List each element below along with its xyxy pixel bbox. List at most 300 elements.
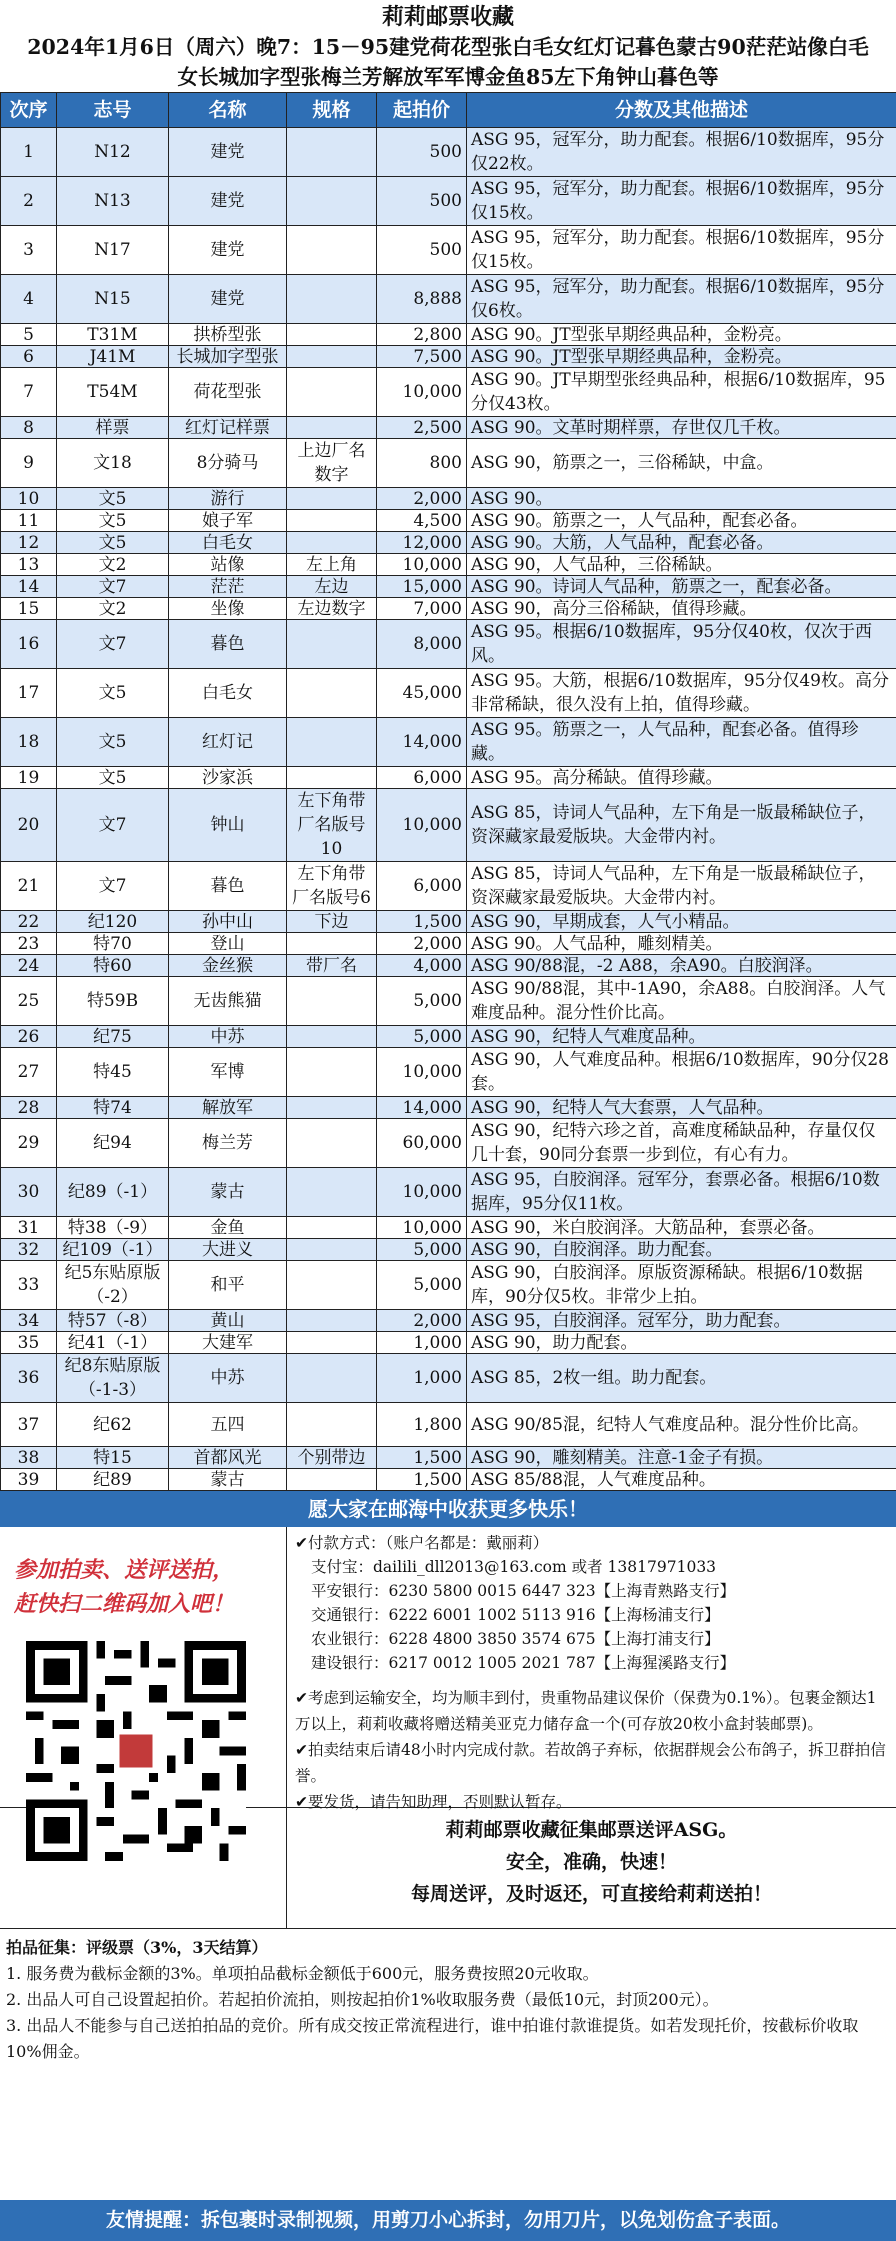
lot-number: 37 bbox=[1, 1403, 57, 1447]
lot-description: ASG 95。高分稀缺。值得珍藏。 bbox=[467, 767, 896, 789]
lot-number: 1 bbox=[1, 128, 57, 177]
lot-description: ASG 90/88混，其中-1A90，余A88。白胶润泽。人气难度品种。混分性价比高。 bbox=[467, 977, 896, 1026]
lot-price: 8,000 bbox=[377, 620, 467, 669]
lot-code: 文5 bbox=[57, 767, 169, 789]
lot-spec bbox=[287, 346, 377, 368]
lot-price: 4,000 bbox=[377, 955, 467, 977]
lot-spec bbox=[287, 1354, 377, 1403]
lot-price: 14,000 bbox=[377, 718, 467, 767]
lot-number: 6 bbox=[1, 346, 57, 368]
table-row bbox=[1, 1310, 896, 1332]
lot-description: ASG 90，人气难度品种。根据6/10数据库，90分仅28套。 bbox=[467, 1048, 896, 1097]
lot-spec bbox=[287, 977, 377, 1026]
bank-account[interactable]: 建设银行：6217 0012 1005 2021 787【上海猩溪路支行】 bbox=[311, 1654, 736, 1672]
lot-price: 5,000 bbox=[377, 977, 467, 1026]
lot-spec bbox=[287, 1217, 377, 1239]
lot-number: 11 bbox=[1, 510, 57, 532]
lot-description: ASG 90，纪特人气大套票，人气品种。 bbox=[467, 1097, 896, 1119]
lot-code: 文5 bbox=[57, 669, 169, 718]
storage-note: ✔要发货，请告知助理，否则默认暂存。 bbox=[295, 1793, 572, 1811]
lot-spec bbox=[287, 275, 377, 324]
lot-description: ASG 90，早期成套，人气小精品。 bbox=[467, 911, 896, 933]
lot-name: 钟山 bbox=[169, 789, 287, 862]
table-row bbox=[1, 226, 896, 275]
lot-code: 文5 bbox=[57, 488, 169, 510]
lot-spec: 左边数字 bbox=[287, 598, 377, 620]
lot-spec bbox=[287, 1310, 377, 1332]
table-row bbox=[1, 128, 896, 177]
collect-line-2: 安全，准确，快速！ bbox=[505, 1851, 677, 1873]
lot-spec bbox=[287, 1469, 377, 1491]
lot-spec bbox=[287, 488, 377, 510]
lot-number: 7 bbox=[1, 368, 57, 417]
payment-note: ✔拍卖结束后请48小时内完成付款。若故鸽子弃标，依据群规会公布鸽子，拆卫群拍信誉。 bbox=[295, 1741, 886, 1785]
collect-text bbox=[287, 1808, 896, 1928]
table-row bbox=[1, 275, 896, 324]
lot-spec: 带厂名 bbox=[287, 955, 377, 977]
lot-name: 拱桥型张 bbox=[169, 324, 287, 346]
lot-price: 60,000 bbox=[377, 1119, 467, 1168]
table-row bbox=[1, 576, 896, 598]
table-row bbox=[1, 1403, 896, 1447]
col-header-price: 起拍价 bbox=[377, 93, 467, 128]
table-row bbox=[1, 1354, 896, 1403]
lot-name: 大建军 bbox=[169, 1332, 287, 1354]
lot-number: 10 bbox=[1, 488, 57, 510]
lot-price: 6,000 bbox=[377, 767, 467, 789]
lot-price: 500 bbox=[377, 177, 467, 226]
lot-spec bbox=[287, 417, 377, 439]
table-row bbox=[1, 488, 896, 510]
lot-number: 23 bbox=[1, 933, 57, 955]
table-row bbox=[1, 598, 896, 620]
lot-code: N12 bbox=[57, 128, 169, 177]
lot-description: ASG 90，助力配套。 bbox=[467, 1332, 896, 1354]
lot-code: 文7 bbox=[57, 576, 169, 598]
lot-name: 黄山 bbox=[169, 1310, 287, 1332]
lot-name: 登山 bbox=[169, 933, 287, 955]
collect-line-3: 每周送评，及时返还，可直接给莉莉送拍！ bbox=[410, 1883, 772, 1905]
lot-name: 建党 bbox=[169, 177, 287, 226]
title-line-1: 莉莉邮票收藏 bbox=[381, 4, 514, 30]
lot-price: 7,500 bbox=[377, 346, 467, 368]
lots-body bbox=[1, 128, 896, 1491]
lot-code: 文2 bbox=[57, 554, 169, 576]
lot-code: N13 bbox=[57, 177, 169, 226]
lot-price: 1,000 bbox=[377, 1354, 467, 1403]
table-row bbox=[1, 1239, 896, 1261]
table-row bbox=[1, 510, 896, 532]
lot-number: 32 bbox=[1, 1239, 57, 1261]
table-row bbox=[1, 1261, 896, 1310]
lot-description: ASG 95，冠军分，助力配套。根据6/10数据库，95分仅15枚。 bbox=[467, 177, 896, 226]
lot-description: ASG 90。 bbox=[467, 488, 896, 510]
table-row bbox=[1, 1217, 896, 1239]
lot-number: 9 bbox=[1, 439, 57, 488]
lot-name: 娘子军 bbox=[169, 510, 287, 532]
lot-number: 4 bbox=[1, 275, 57, 324]
col-header-no: 次序 bbox=[1, 93, 57, 128]
bank-account[interactable]: 平安银行：6230 5800 0015 6447 323【上海青熟路支行】 bbox=[311, 1582, 736, 1600]
lot-number: 18 bbox=[1, 718, 57, 767]
lot-code: 特70 bbox=[57, 933, 169, 955]
lot-description: ASG 95，冠军分，助力配套。根据6/10数据库，95分仅22枚。 bbox=[467, 128, 896, 177]
lot-name: 建党 bbox=[169, 226, 287, 275]
lot-description: ASG 90/85混，纪特人气难度品种。混分性价比高。 bbox=[467, 1403, 896, 1447]
table-row bbox=[1, 977, 896, 1026]
lot-price: 500 bbox=[377, 226, 467, 275]
lot-name: 大进义 bbox=[169, 1239, 287, 1261]
table-row bbox=[1, 417, 896, 439]
table-row bbox=[1, 554, 896, 576]
table-row bbox=[1, 669, 896, 718]
lot-price: 2,800 bbox=[377, 324, 467, 346]
table-row bbox=[1, 911, 896, 933]
lot-name: 解放军 bbox=[169, 1097, 287, 1119]
lot-code: 特45 bbox=[57, 1048, 169, 1097]
lot-number: 16 bbox=[1, 620, 57, 669]
alipay-account[interactable]: 支付宝：dailili_dll2013@163.com 或者 13817971033 bbox=[311, 1558, 717, 1576]
lot-code: 纪120 bbox=[57, 911, 169, 933]
lot-description: ASG 90，纪特六珍之首，高难度稀缺品种，存量仅仅几十套，90同分套票一步到位，有心有力。 bbox=[467, 1119, 896, 1168]
lot-price: 15,000 bbox=[377, 576, 467, 598]
table-row bbox=[1, 368, 896, 417]
payment-panel bbox=[287, 1527, 896, 1811]
lot-description: ASG 90。文革时期样票，存世仅几千枚。 bbox=[467, 417, 896, 439]
lot-name: 坐像 bbox=[169, 598, 287, 620]
lot-spec bbox=[287, 1261, 377, 1310]
lot-name: 长城加字型张 bbox=[169, 346, 287, 368]
lot-name: 军博 bbox=[169, 1048, 287, 1097]
lot-spec: 左下角带厂名版号6 bbox=[287, 862, 377, 911]
lot-code: 文5 bbox=[57, 510, 169, 532]
lot-spec bbox=[287, 1403, 377, 1447]
table-row bbox=[1, 1469, 896, 1491]
lot-description: ASG 90。筋票之一，人气品种，配套必备。 bbox=[467, 510, 896, 532]
table-row bbox=[1, 933, 896, 955]
lot-name: 中苏 bbox=[169, 1354, 287, 1403]
lot-description: ASG 85，诗词人气品种，左下角是一版最稀缺位子，资深藏家最爱版块。大金带内衬。 bbox=[467, 789, 896, 862]
lot-code: N15 bbox=[57, 275, 169, 324]
lot-price: 4,500 bbox=[377, 510, 467, 532]
lot-price: 2,500 bbox=[377, 417, 467, 439]
lot-number: 5 bbox=[1, 324, 57, 346]
lot-code: T31M bbox=[57, 324, 169, 346]
lot-name: 梅兰芳 bbox=[169, 1119, 287, 1168]
table-row bbox=[1, 862, 896, 911]
lot-code: 特74 bbox=[57, 1097, 169, 1119]
lot-spec bbox=[287, 1239, 377, 1261]
lot-price: 10,000 bbox=[377, 1048, 467, 1097]
lot-price: 6,000 bbox=[377, 862, 467, 911]
lot-code: 文2 bbox=[57, 598, 169, 620]
lot-name: 无齿熊猫 bbox=[169, 977, 287, 1026]
lot-code: 文18 bbox=[57, 439, 169, 488]
lot-code: 纪89 bbox=[57, 1469, 169, 1491]
lot-price: 5,000 bbox=[377, 1026, 467, 1048]
rules-section bbox=[0, 1929, 896, 2071]
lot-code: 纪41（-1） bbox=[57, 1332, 169, 1354]
title-line-2: 2024年1月6日（周六）晚7：15－95建党荷花型张白毛女红灯记暮色蒙古90茫茫站像白毛 bbox=[27, 35, 869, 59]
table-row bbox=[1, 718, 896, 767]
lot-number: 39 bbox=[1, 1469, 57, 1491]
lot-spec bbox=[287, 368, 377, 417]
lot-number: 27 bbox=[1, 1048, 57, 1097]
lot-description: ASG 95。大筋，根据6/10数据库，95分仅49枚。高分非常稀缺，很久没有上拍，值得珍藏。 bbox=[467, 669, 896, 718]
col-header-code: 志号 bbox=[57, 93, 169, 128]
lot-number: 24 bbox=[1, 955, 57, 977]
table-row bbox=[1, 789, 896, 862]
lot-name: 蒙古 bbox=[169, 1168, 287, 1217]
lot-number: 19 bbox=[1, 767, 57, 789]
lot-code: N17 bbox=[57, 226, 169, 275]
table-row bbox=[1, 1332, 896, 1354]
lot-price: 1,800 bbox=[377, 1403, 467, 1447]
lot-name: 中苏 bbox=[169, 1026, 287, 1048]
lot-description: ASG 90。人气品种，雕刻精美。 bbox=[467, 933, 896, 955]
lot-description: ASG 90。JT型张早期经典品种，金粉亮。 bbox=[467, 346, 896, 368]
lot-description: ASG 90。大筋，人气品种，配套必备。 bbox=[467, 532, 896, 554]
lot-description: ASG 90。诗词人气品种，筋票之一，配套必备。 bbox=[467, 576, 896, 598]
lot-spec bbox=[287, 620, 377, 669]
lot-spec bbox=[287, 226, 377, 275]
lot-spec: 上边厂名数字 bbox=[287, 439, 377, 488]
lot-price: 2,000 bbox=[377, 933, 467, 955]
lot-price: 7,000 bbox=[377, 598, 467, 620]
lot-spec: 左下角带厂名版号10 bbox=[287, 789, 377, 862]
table-row bbox=[1, 439, 896, 488]
lot-description: ASG 90/88混，-2 A88，余A90。白胶润泽。 bbox=[467, 955, 896, 977]
lot-number: 12 bbox=[1, 532, 57, 554]
lot-code: 特38（-9） bbox=[57, 1217, 169, 1239]
lot-number: 2 bbox=[1, 177, 57, 226]
lot-price: 1,000 bbox=[377, 1332, 467, 1354]
lot-spec: 左边 bbox=[287, 576, 377, 598]
lot-price: 1,500 bbox=[377, 1469, 467, 1491]
lot-price: 2,000 bbox=[377, 1310, 467, 1332]
lot-price: 500 bbox=[377, 128, 467, 177]
lot-spec bbox=[287, 177, 377, 226]
lot-spec bbox=[287, 767, 377, 789]
lot-number: 26 bbox=[1, 1026, 57, 1048]
lot-number: 36 bbox=[1, 1354, 57, 1403]
lot-description: ASG 90，白胶润泽。原版资源稀缺。根据6/10数据库，90分仅5枚。非常少上拍。 bbox=[467, 1261, 896, 1310]
table-row bbox=[1, 767, 896, 789]
table-row bbox=[1, 1168, 896, 1217]
lot-price: 1,500 bbox=[377, 911, 467, 933]
lot-name: 茫茫 bbox=[169, 576, 287, 598]
lot-description: ASG 95，白胶润泽。冠军分，套票必备。根据6/10数据库，95分仅11枚。 bbox=[467, 1168, 896, 1217]
table-row bbox=[1, 1048, 896, 1097]
table-row bbox=[1, 1097, 896, 1119]
lot-price: 45,000 bbox=[377, 669, 467, 718]
lot-number: 35 bbox=[1, 1332, 57, 1354]
lot-code: 特60 bbox=[57, 955, 169, 977]
lot-price: 10,000 bbox=[377, 368, 467, 417]
lot-number: 17 bbox=[1, 669, 57, 718]
lot-description: ASG 90，筋票之一，三俗稀缺，中盒。 bbox=[467, 439, 896, 488]
lot-spec bbox=[287, 933, 377, 955]
lot-description: ASG 90，白胶润泽。助力配套。 bbox=[467, 1239, 896, 1261]
lot-name: 金丝猴 bbox=[169, 955, 287, 977]
lot-number: 13 bbox=[1, 554, 57, 576]
lot-name: 暮色 bbox=[169, 862, 287, 911]
lot-code: 文7 bbox=[57, 620, 169, 669]
lot-price: 5,000 bbox=[377, 1261, 467, 1310]
lot-code: 纪8东贴原版（-1-3） bbox=[57, 1354, 169, 1403]
lot-number: 14 bbox=[1, 576, 57, 598]
lot-name: 游行 bbox=[169, 488, 287, 510]
lot-code: 特59B bbox=[57, 977, 169, 1026]
lot-name: 白毛女 bbox=[169, 532, 287, 554]
promo-line-1: 参加拍卖、送评送拍， bbox=[14, 1557, 235, 1583]
lot-description: ASG 95，冠军分，助力配套。根据6/10数据库，95分仅6枚。 bbox=[467, 275, 896, 324]
lot-price: 8,888 bbox=[377, 275, 467, 324]
lots-table bbox=[0, 92, 896, 1491]
lot-spec bbox=[287, 718, 377, 767]
lot-number: 29 bbox=[1, 1119, 57, 1168]
lot-description: ASG 95。根据6/10数据库，95分仅40枚，仅次于西风。 bbox=[467, 620, 896, 669]
lot-description: ASG 85/88混，人气难度品种。 bbox=[467, 1469, 896, 1491]
lot-price: 2,000 bbox=[377, 488, 467, 510]
lot-spec bbox=[287, 1119, 377, 1168]
col-header-desc: 分数及其他描述 bbox=[467, 93, 896, 128]
lot-number: 28 bbox=[1, 1097, 57, 1119]
lot-spec bbox=[287, 128, 377, 177]
lot-code: 文7 bbox=[57, 789, 169, 862]
info-section bbox=[0, 1527, 896, 1811]
lot-code: 文7 bbox=[57, 862, 169, 911]
lot-description: ASG 90，人气品种，三俗稀缺。 bbox=[467, 554, 896, 576]
qr-code-icon[interactable] bbox=[26, 1641, 246, 1861]
lot-spec: 左上角 bbox=[287, 554, 377, 576]
lot-spec bbox=[287, 324, 377, 346]
lot-spec bbox=[287, 1048, 377, 1097]
lot-code: 纪109（-1） bbox=[57, 1239, 169, 1261]
lot-spec bbox=[287, 1026, 377, 1048]
lot-description: ASG 95，白胶润泽。冠军分，助力配套。 bbox=[467, 1310, 896, 1332]
table-row bbox=[1, 346, 896, 368]
lot-code: 特15 bbox=[57, 1447, 169, 1469]
lot-description: ASG 85，2枚一组。助力配套。 bbox=[467, 1354, 896, 1403]
lot-price: 10,000 bbox=[377, 1168, 467, 1217]
lot-name: 建党 bbox=[169, 128, 287, 177]
lot-number: 15 bbox=[1, 598, 57, 620]
promo-line-2: 赶快扫二维码加入吧！ bbox=[14, 1591, 235, 1617]
lot-name: 白毛女 bbox=[169, 669, 287, 718]
lot-description: ASG 85，诗词人气品种，左下角是一版最稀缺位子，资深藏家最爱版块。大金带内衬。 bbox=[467, 862, 896, 911]
lot-price: 1,500 bbox=[377, 1447, 467, 1469]
lot-name: 首都风光 bbox=[169, 1447, 287, 1469]
lot-number: 22 bbox=[1, 911, 57, 933]
col-header-name: 名称 bbox=[169, 93, 287, 128]
lot-description: ASG 90，高分三俗稀缺，值得珍藏。 bbox=[467, 598, 896, 620]
table-header-row bbox=[1, 93, 896, 128]
lot-code: 纪75 bbox=[57, 1026, 169, 1048]
table-row bbox=[1, 324, 896, 346]
lot-description: ASG 95。筋票之一，人气品种，配套必备。值得珍藏。 bbox=[467, 718, 896, 767]
lot-price: 10,000 bbox=[377, 1217, 467, 1239]
lot-code: 纪62 bbox=[57, 1403, 169, 1447]
table-row bbox=[1, 1026, 896, 1048]
table-row bbox=[1, 1119, 896, 1168]
lot-number: 31 bbox=[1, 1217, 57, 1239]
lot-number: 21 bbox=[1, 862, 57, 911]
lot-price: 10,000 bbox=[377, 789, 467, 862]
lot-code: 样票 bbox=[57, 417, 169, 439]
lot-number: 8 bbox=[1, 417, 57, 439]
lot-name: 红灯记 bbox=[169, 718, 287, 767]
lot-number: 25 bbox=[1, 977, 57, 1026]
lot-number: 33 bbox=[1, 1261, 57, 1310]
lot-code: T54M bbox=[57, 368, 169, 417]
lot-spec bbox=[287, 1097, 377, 1119]
lot-name: 沙家浜 bbox=[169, 767, 287, 789]
lot-price: 12,000 bbox=[377, 532, 467, 554]
lot-name: 和平 bbox=[169, 1261, 287, 1310]
lot-description: ASG 90。JT型张早期经典品种，金粉亮。 bbox=[467, 324, 896, 346]
lot-name: 荷花型张 bbox=[169, 368, 287, 417]
shipping-note: ✔考虑到运输安全，均为顺丰到付，贵重物品建议保价（保费为0.1%）。包裹金额达1万以上，莉莉收藏将赠送精美亚克力储存盒一个(可存放20枚小盒封装邮票)。 bbox=[295, 1689, 877, 1733]
table-row bbox=[1, 955, 896, 977]
lot-name: 红灯记样票 bbox=[169, 417, 287, 439]
lot-code: 特57（-8） bbox=[57, 1310, 169, 1332]
title-line-3: 女长城加字型张梅兰芳解放军军博金鱼85左下角钟山暮色等 bbox=[177, 65, 719, 89]
table-row bbox=[1, 177, 896, 226]
rule-item: 3. 出品人不能参与自己送拍拍品的竞价。所有成交按正常流程进行，谁中拍谁付款谁提货。如若发现托价，按截标价收取10%佣金。 bbox=[6, 2016, 859, 2061]
lot-description: ASG 90。JT早期型张经典品种，根据6/10数据库，95分仅43枚。 bbox=[467, 368, 896, 417]
lot-name: 暮色 bbox=[169, 620, 287, 669]
lot-code: 纪89（-1） bbox=[57, 1168, 169, 1217]
bank-account[interactable]: 农业银行：6228 4800 3850 3574 675【上海打浦支行】 bbox=[311, 1630, 720, 1648]
lot-code: 文5 bbox=[57, 718, 169, 767]
lot-number: 20 bbox=[1, 789, 57, 862]
lot-code: J41M bbox=[57, 346, 169, 368]
lot-description: ASG 90，米白胶润泽。大筋品种，套票必备。 bbox=[467, 1217, 896, 1239]
page-title bbox=[0, 0, 896, 92]
lot-name: 孙中山 bbox=[169, 911, 287, 933]
lot-spec: 个别带边 bbox=[287, 1447, 377, 1469]
lot-spec bbox=[287, 532, 377, 554]
lot-description: ASG 90，雕刻精美。注意-1金子有损。 bbox=[467, 1447, 896, 1469]
lot-description: ASG 95，冠军分，助力配套。根据6/10数据库，95分仅15枚。 bbox=[467, 226, 896, 275]
lot-name: 8分骑马 bbox=[169, 439, 287, 488]
lot-code: 文5 bbox=[57, 532, 169, 554]
table-row bbox=[1, 620, 896, 669]
payment-heading: ✔付款方式：（账户名都是：戴丽莉） bbox=[295, 1534, 549, 1552]
lot-price: 14,000 bbox=[377, 1097, 467, 1119]
rule-item: 1. 服务费为截标金额的3%。单项拍品截标金额低于600元，服务费按照20元收取。 bbox=[6, 1964, 599, 1983]
lot-spec bbox=[287, 1332, 377, 1354]
lot-name: 金鱼 bbox=[169, 1217, 287, 1239]
lot-spec bbox=[287, 1168, 377, 1217]
lot-price: 5,000 bbox=[377, 1239, 467, 1261]
lot-name: 建党 bbox=[169, 275, 287, 324]
lot-number: 34 bbox=[1, 1310, 57, 1332]
lot-spec: 下边 bbox=[287, 911, 377, 933]
lot-description: ASG 90，纪特人气难度品种。 bbox=[467, 1026, 896, 1048]
table-row bbox=[1, 1447, 896, 1469]
lot-price: 10,000 bbox=[377, 554, 467, 576]
promo-text bbox=[0, 1527, 286, 1621]
lot-number: 30 bbox=[1, 1168, 57, 1217]
rules-heading: 拍品征集：评级票（3%，3天结算） bbox=[6, 1938, 268, 1957]
lot-name: 站像 bbox=[169, 554, 287, 576]
lot-name: 五四 bbox=[169, 1403, 287, 1447]
table-row bbox=[1, 532, 896, 554]
wish-banner: 愿大家在邮海中收获更多快乐！ bbox=[0, 1491, 896, 1527]
bank-account[interactable]: 交通银行：6222 6001 1002 5113 916【上海杨浦支行】 bbox=[311, 1606, 720, 1624]
